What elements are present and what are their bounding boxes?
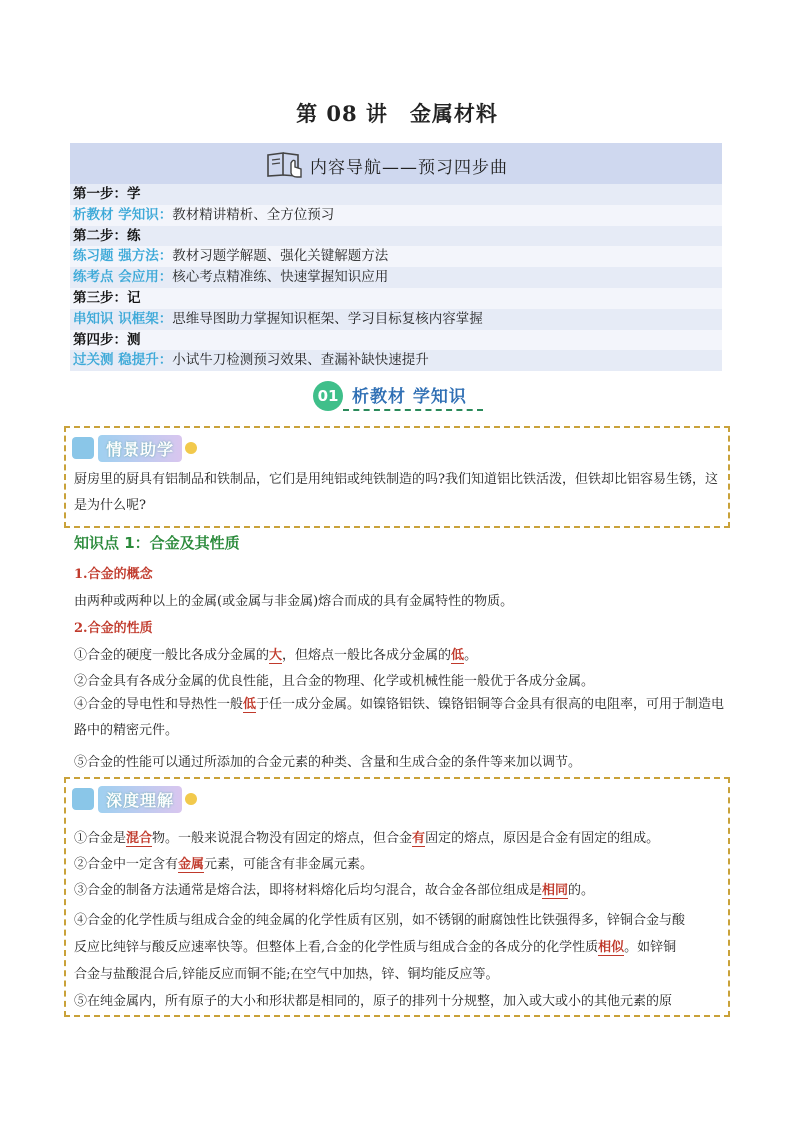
property-1: ①合金的硬度一般比各成分金属的大，但熔点一般比各成分金属的低。 xyxy=(74,648,478,663)
understanding-1: ①合金是混合物。一般来说混合物没有固定的熔点，但合金有固定的熔点，原因是合金有固定的组成。 xyxy=(74,831,660,846)
nav-row-5: 练考点 会应用：核心考点精准练、快速掌握知识应用 xyxy=(70,267,722,288)
property-5: ⑤合金的性能可以通过所添加的合金元素的种类、含量和生成合金的条件等来加以调节。 xyxy=(74,755,582,770)
nav-row-2: 析教材 学知识：教材精讲精析、全方位预习 xyxy=(70,205,722,226)
alloy-definition: 由两种或两种以上的金属(或金属与非金属)熔合而成的具有金属特性的物质。 xyxy=(74,594,514,609)
nav-row-1: 第一步：学 xyxy=(70,184,722,205)
section-number: 01 xyxy=(313,381,343,411)
nav-row-3: 第二步：练 xyxy=(70,226,722,247)
section-underline xyxy=(343,409,483,411)
nav-header xyxy=(70,143,722,184)
sparkle-icon xyxy=(185,793,197,805)
scenario-badge: 情景助学 xyxy=(72,434,197,462)
understanding-2: ②合金中一定含有金属元素，可能含有非金属元素。 xyxy=(74,857,374,872)
nav-row-7: 串知识 识框架：思维导图助力掌握知识框架、学习目标复核内容掌握 xyxy=(70,309,722,330)
nav-row-9: 过关测 稳提升：小试牛刀检测预习效果、查漏补缺快速提升 xyxy=(70,350,722,371)
nav-row-4: 练习题 强方法：教材习题学解题、强化关键解题方法 xyxy=(70,246,722,267)
section-title: 析教材 学知识 xyxy=(352,387,467,407)
understanding-icon xyxy=(72,788,94,810)
lecture-topic: 金属材料 xyxy=(409,101,498,126)
scenario-text: 厨房里的厨具有铝制品和铁制品，它们是用纯铝或纯铁制造的吗?我们知道铝比铁活泼，但铁却比铝容易生锈，这是为什么呢? xyxy=(74,472,718,513)
understanding-4c: 合金与盐酸混合后,锌能反应而铜不能;在空气中加热，锌、铜均能反应等。 xyxy=(74,967,499,982)
knowledge-point-title: 知识点 1：合金及其性质 xyxy=(74,534,240,552)
lecture-number: 第 08 讲 xyxy=(296,101,388,126)
nav-row-8: 第四步：测 xyxy=(70,330,722,351)
understanding-4b: 反应比纯锌与酸反应速率快等。但整体上看,合金的化学性质与组成合金的各成分的化学性质相似。如锌铜 xyxy=(74,940,677,955)
understanding-3: ③合金的制备方法通常是熔合法，即将材料熔化后均匀混合，故合金各部位组成是相同的。 xyxy=(74,883,595,898)
property-2: ②合金具有各成分金属的优良性能，且合金的物理、化学或机械性能一般优于各成分金属。 xyxy=(74,674,595,689)
subheading-concept: 1.合金的概念 xyxy=(74,567,153,582)
scenario-icon xyxy=(72,437,94,459)
subheading-properties: 2.合金的性质 xyxy=(74,621,153,636)
property-4: ④合金的导电性和导热性一般低于任一成分金属。如镍铬铝铁、镍铬铝铜等合金具有很高的电阻率，可用于制造电路中的精密元件。 xyxy=(74,697,725,738)
nav-title: 内容导航——预习四步曲 xyxy=(310,158,508,178)
understanding-5: ⑤在纯金属内，所有原子的大小和形状都是相同的，原子的排列十分规整，加入或大或小的其他元素的原 xyxy=(74,994,673,1009)
sparkle-icon xyxy=(185,442,197,454)
content-navigation xyxy=(70,143,722,371)
nav-row-6: 第三步：记 xyxy=(70,288,722,309)
deep-understanding-badge: 深度理解 xyxy=(72,785,197,813)
book-icon xyxy=(265,149,305,179)
page-title xyxy=(0,98,794,128)
understanding-4a: ④合金的化学性质与组成合金的纯金属的化学性质有区别，如不锈钢的耐腐蚀性比铁强得多，锌铜合金与酸 xyxy=(74,913,686,928)
